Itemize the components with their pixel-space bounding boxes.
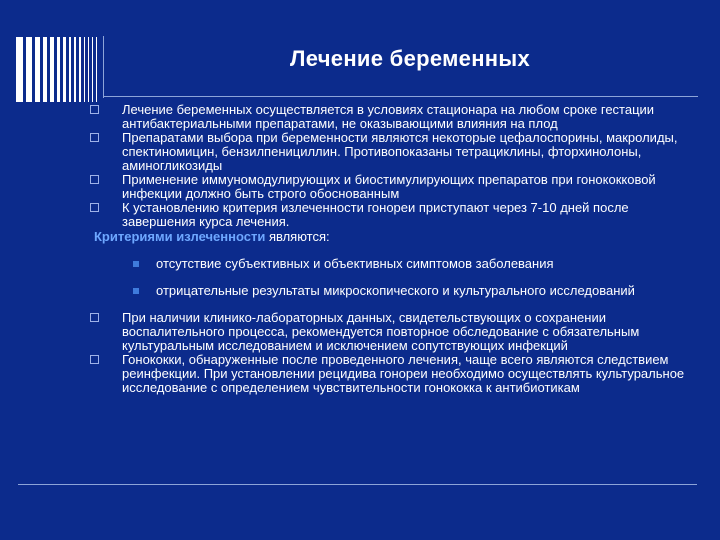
criteria-subitem-text: отрицательные результаты микроскопического и культурального исследований xyxy=(156,283,635,298)
title-vertical-divider xyxy=(103,36,104,98)
list-item xyxy=(90,311,690,353)
list-item xyxy=(90,353,690,395)
criteria-subitem xyxy=(90,257,690,271)
list-item-text: При наличии клинико-лабораторных данных, свидетельствующих о сохранении воспалительного процесса, рекомендуется повторное обследование с обязательным культуральным исследованием и исключением сопутствующих инфекций xyxy=(122,310,640,353)
list-item-text: К установлению критерия излеченности гонореи приступают через 7-10 дней после завершения курса лечения. xyxy=(122,200,629,229)
slide-content xyxy=(90,103,690,395)
list-item-text: Лечение беременных осуществляется в условиях стационара на любом сроке гестации антибактериальными препаратами, не оказывающими влияния на плод xyxy=(122,102,655,131)
decorative-stripes xyxy=(16,37,136,102)
slide-title: Лечение беременных xyxy=(289,46,530,71)
criteria-rest: являются: xyxy=(265,229,330,244)
criteria-subitem-text: отсутствие субъективных и объективных симптомов заболевания xyxy=(156,256,554,271)
checkbox-bullet-icon xyxy=(90,105,99,114)
list-item xyxy=(90,173,690,201)
checkbox-bullet-icon xyxy=(90,313,99,322)
square-bullet-icon xyxy=(133,288,139,294)
checkbox-bullet-icon xyxy=(90,175,99,184)
title-horizontal-divider xyxy=(103,96,698,97)
square-bullet-icon xyxy=(133,261,139,267)
bottom-divider xyxy=(18,484,697,485)
checkbox-bullet-icon xyxy=(90,355,99,364)
criteria-highlight: Критериями излеченности xyxy=(94,229,266,244)
list-item xyxy=(90,103,690,131)
list-item xyxy=(90,201,690,229)
list-item-text: Препаратами выбора при беременности являются некоторые цефалоспорины, макролиды, спектиномицин, бензилпенициллин. Противопоказаны тетрациклины, фторхинолоны, аминогликозиды xyxy=(122,130,678,173)
list-item-text: Гонококки, обнаруженные после проведенного лечения, чаще всего являются следствием реинфекции. При установлении рецидива гонореи необходимо осуществлять культуральное исследование с определением чувствительности гонококка к антибиотикам xyxy=(122,352,685,395)
checkbox-bullet-icon xyxy=(90,203,99,212)
criteria-subitem xyxy=(90,284,690,298)
list-item-text: Применение иммуномодулирующих и биостимулирующих препаратов при гонококковой инфекции должно быть строго обоснованным xyxy=(122,172,656,201)
checkbox-bullet-icon xyxy=(90,133,99,142)
list-item xyxy=(90,131,690,173)
criteria-heading xyxy=(90,230,690,244)
